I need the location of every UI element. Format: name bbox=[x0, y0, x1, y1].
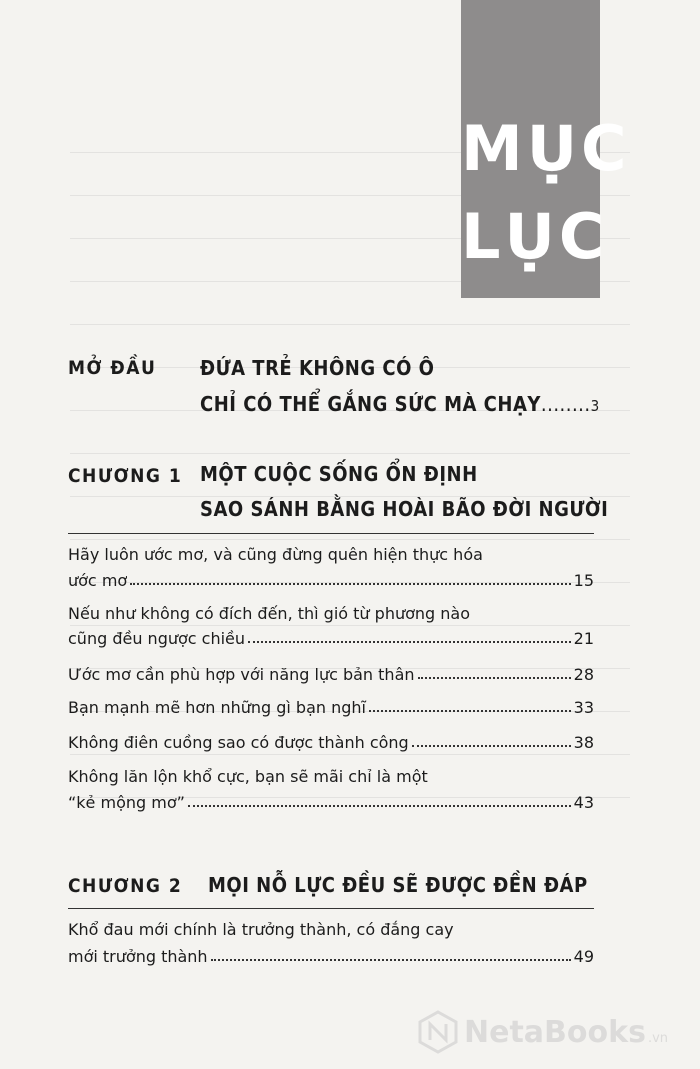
toc-entry-4[interactable] bbox=[68, 695, 594, 717]
toc-entry-1-line-2: ước mơ bbox=[68, 571, 128, 590]
toc-entry-2-line-1[interactable]: Nếu như không có đích đến, thì gió từ phương nào bbox=[68, 604, 470, 623]
title-block bbox=[461, 0, 631, 298]
toc-entry-1[interactable] bbox=[68, 568, 594, 590]
preface-page-number: 3 bbox=[590, 397, 600, 415]
page-title-line-2: LỤC bbox=[461, 200, 609, 273]
toc-entry-4-page: 33 bbox=[573, 698, 594, 717]
toc-entry-5[interactable] bbox=[68, 730, 594, 752]
watermark bbox=[418, 1004, 688, 1060]
page-title-line-1: MỤC bbox=[461, 112, 631, 185]
toc-entry-3-text: Ước mơ cần phù hợp với năng lực bản thân bbox=[68, 665, 415, 684]
toc-entry-2[interactable] bbox=[68, 626, 594, 648]
leader-dots bbox=[418, 677, 571, 679]
preface-title-line-2-text: CHỈ CÓ THỂ GẮNG SỨC MÀ CHẠY bbox=[200, 392, 541, 416]
chapter-2-title: MỌI NỖ LỰC ĐỀU SẼ ĐƯỢC ĐỀN ĐÁP bbox=[208, 873, 588, 897]
toc-entry-6-line-1[interactable]: Không lăn lộn khổ cực, bạn sẽ mãi chỉ là một bbox=[68, 767, 428, 786]
toc-entry-5-text: Không điên cuồng sao có được thành công bbox=[68, 733, 409, 752]
leader-dots bbox=[369, 710, 571, 712]
toc-entry-6-page: 43 bbox=[573, 793, 594, 812]
preface-dots: ........ bbox=[540, 392, 591, 416]
toc-entry-1-line-1[interactable]: Hãy luôn ước mơ, và cũng đừng quên hiện thực hóa bbox=[68, 545, 483, 564]
chapter-2-divider bbox=[68, 908, 594, 909]
watermark-brand: NetaBooks bbox=[464, 1014, 646, 1050]
toc-entry-7[interactable] bbox=[68, 944, 594, 966]
leader-dots bbox=[412, 745, 571, 747]
preface-title-line-2[interactable] bbox=[200, 392, 600, 416]
toc-entry-5-page: 38 bbox=[573, 733, 594, 752]
chapter-1-divider bbox=[68, 533, 594, 534]
leader-dots bbox=[130, 583, 570, 585]
watermark-tld: .vn bbox=[647, 1030, 669, 1046]
toc-entry-1-page: 15 bbox=[573, 571, 594, 590]
toc-entry-7-line-2: mới trưởng thành bbox=[68, 947, 208, 966]
leader-dots bbox=[211, 959, 571, 961]
toc-entry-4-text: Bạn mạnh mẽ hơn những gì bạn nghĩ bbox=[68, 698, 366, 717]
chapter-1-label: CHƯƠNG 1 bbox=[68, 465, 183, 487]
toc-entry-3[interactable] bbox=[68, 662, 594, 684]
toc-entry-7-line-1[interactable]: Khổ đau mới chính là trưởng thành, có đắng cay bbox=[68, 920, 454, 939]
preface-label: MỞ ĐẦU bbox=[68, 357, 157, 379]
leader-dots bbox=[248, 641, 571, 643]
toc-entry-3-page: 28 bbox=[573, 665, 594, 684]
chapter-1-title-line-1: MỘT CUỘC SỐNG ỔN ĐỊNH bbox=[200, 462, 478, 486]
toc-entry-6-line-2: “kẻ mộng mơ” bbox=[68, 793, 185, 812]
leader-dots bbox=[188, 805, 571, 807]
chapter-2-label: CHƯƠNG 2 bbox=[68, 875, 183, 897]
toc-entry-2-page: 21 bbox=[573, 629, 594, 648]
toc-entry-6[interactable] bbox=[68, 790, 594, 812]
preface-title-line-1: ĐỨA TRẺ KHÔNG CÓ Ô bbox=[200, 356, 435, 380]
toc-entry-7-page: 49 bbox=[573, 947, 594, 966]
toc-entry-2-line-2: cũng đều ngược chiều bbox=[68, 629, 246, 648]
chapter-1-title-line-2: SAO SÁNH BẰNG HOÀI BÃO ĐỜI NGƯỜI bbox=[200, 497, 609, 521]
netabooks-logo-icon bbox=[418, 1010, 458, 1054]
